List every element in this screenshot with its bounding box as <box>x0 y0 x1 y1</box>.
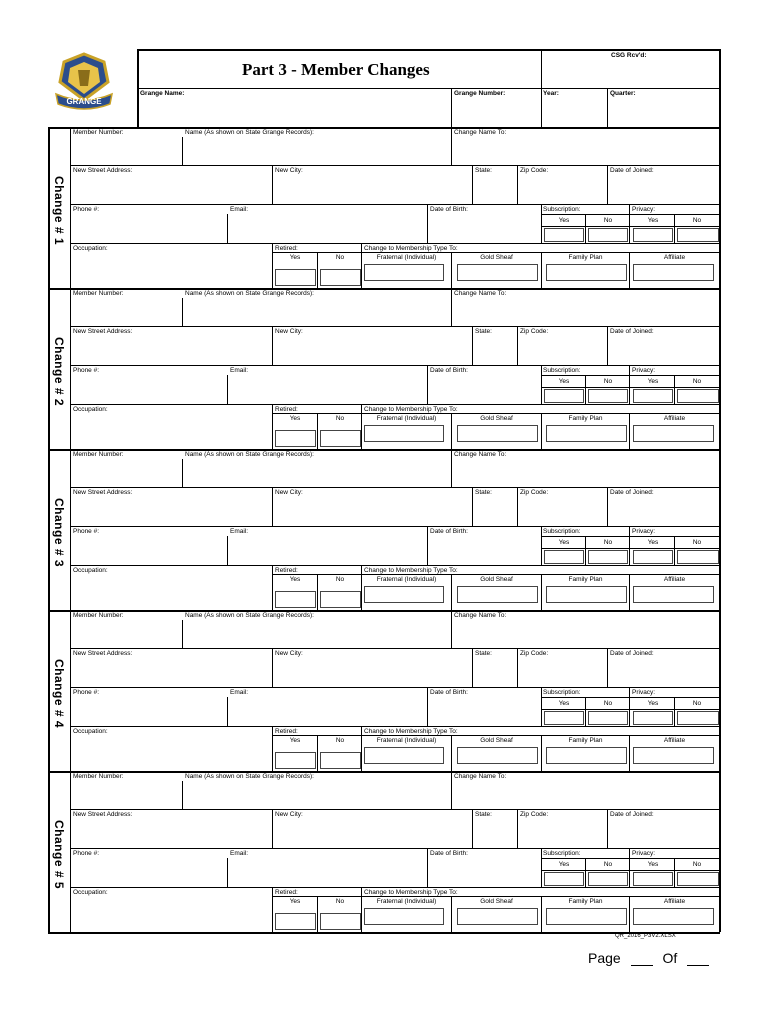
logo-text: GRANGE <box>66 97 102 106</box>
email-field-3[interactable] <box>230 537 425 563</box>
retired-yes-checkbox-3[interactable] <box>275 591 316 608</box>
zip-code-label: Zip Code: <box>520 328 549 335</box>
new-street-address-label: New Street Address: <box>73 328 133 335</box>
state-label: State: <box>475 811 492 818</box>
section-label-4: Change # 4 <box>52 658 66 728</box>
subscription-yes-label: Yes <box>558 378 570 385</box>
privacy-no-label: No <box>692 378 702 385</box>
family-plan-checkbox-5[interactable] <box>546 908 627 925</box>
privacy-label: Privacy: <box>632 206 656 213</box>
state-label: State: <box>475 167 492 174</box>
privacy-yes-checkbox-4[interactable] <box>633 711 673 725</box>
name-as-shown-field-3[interactable] <box>185 460 449 486</box>
zip-code-field-1[interactable] <box>520 176 605 202</box>
csg-rcvd-label: CSG Rcv'd: <box>611 52 647 59</box>
family-plan-checkbox-3[interactable] <box>546 586 627 603</box>
privacy-no-checkbox-2[interactable] <box>677 389 719 403</box>
affiliate-label: Affiliate <box>663 254 686 261</box>
date-of-birth-field-1[interactable] <box>430 215 539 241</box>
retired-yes-checkbox-5[interactable] <box>275 913 316 930</box>
quarter-label: Quarter: <box>610 90 636 97</box>
phone-label: Phone #: <box>73 689 100 696</box>
gold-sheaf-label: Gold Sheaf <box>480 254 513 261</box>
affiliate-checkbox-4[interactable] <box>633 747 714 764</box>
section-label-3: Change # 3 <box>52 497 66 567</box>
privacy-no-checkbox-4[interactable] <box>677 711 719 725</box>
privacy-no-label: No <box>692 861 702 868</box>
name-as-shown-field-1[interactable] <box>185 138 449 164</box>
date-of-birth-field-3[interactable] <box>430 537 539 563</box>
occupation-label: Occupation: <box>73 567 108 574</box>
phone-label: Phone #: <box>73 528 100 535</box>
gold-sheaf-label: Gold Sheaf <box>480 576 513 583</box>
date-joined-field-5[interactable] <box>610 820 718 846</box>
new-street-address-field-5[interactable] <box>73 820 270 846</box>
fraternal-checkbox-1[interactable] <box>364 264 444 281</box>
change-name-to-field-1[interactable] <box>454 138 718 164</box>
subscription-no-label: No <box>603 861 613 868</box>
privacy-no-checkbox-3[interactable] <box>677 550 719 564</box>
new-street-address-field-3[interactable] <box>73 498 270 524</box>
state-label: State: <box>475 650 492 657</box>
phone-label: Phone #: <box>73 206 100 213</box>
new-street-address-label: New Street Address: <box>73 167 133 174</box>
fraternal-checkbox-4[interactable] <box>364 747 444 764</box>
member-number-field-3[interactable] <box>73 460 180 486</box>
date-joined-label: Date of Joined: <box>610 167 654 174</box>
member-number-field-5[interactable] <box>73 782 180 808</box>
affiliate-checkbox-1[interactable] <box>633 264 714 281</box>
privacy-yes-label: Yes <box>647 378 659 385</box>
new-city-field-5[interactable] <box>275 820 470 846</box>
page-total-field[interactable] <box>687 951 709 966</box>
privacy-yes-label: Yes <box>647 217 659 224</box>
form-id: QR_2016_P3V2.XLSX <box>615 933 676 939</box>
state-field-2[interactable] <box>475 337 515 363</box>
retired-label: Retired: <box>275 406 298 413</box>
member-number-field-1[interactable] <box>73 138 180 164</box>
date-joined-field-3[interactable] <box>610 498 718 524</box>
privacy-label: Privacy: <box>632 850 656 857</box>
grange-number-label: Grange Number: <box>454 90 506 97</box>
state-field-3[interactable] <box>475 498 515 524</box>
retired-label: Retired: <box>275 889 298 896</box>
privacy-label: Privacy: <box>632 367 656 374</box>
retired-yes-checkbox-1[interactable] <box>275 269 316 286</box>
date-joined-label: Date of Joined: <box>610 328 654 335</box>
new-street-address-field-2[interactable] <box>73 337 270 363</box>
member-number-field-4[interactable] <box>73 621 180 647</box>
retired-no-label: No <box>335 576 345 583</box>
zip-code-label: Zip Code: <box>520 650 549 657</box>
subscription-no-checkbox-5[interactable] <box>588 872 628 886</box>
affiliate-label: Affiliate <box>663 576 686 583</box>
affiliate-checkbox-5[interactable] <box>633 908 714 925</box>
date-of-birth-label: Date of Birth: <box>430 850 468 857</box>
fraternal-label: Fraternal (Individual) <box>376 737 437 744</box>
subscription-yes-label: Yes <box>558 539 570 546</box>
retired-yes-label: Yes <box>289 737 301 744</box>
retired-label: Retired: <box>275 245 298 252</box>
member-number-label: Member Number: <box>73 612 124 619</box>
new-street-address-field-4[interactable] <box>73 659 270 685</box>
change-membership-type-label: Change to Membership Type To: <box>364 406 458 413</box>
affiliate-label: Affiliate <box>663 415 686 422</box>
privacy-label: Privacy: <box>632 689 656 696</box>
date-joined-label: Date of Joined: <box>610 650 654 657</box>
occupation-field-2[interactable] <box>73 415 270 447</box>
family-plan-checkbox-4[interactable] <box>546 747 627 764</box>
gold-sheaf-label: Gold Sheaf <box>480 737 513 744</box>
retired-no-checkbox-3[interactable] <box>320 591 361 608</box>
date-of-birth-field-5[interactable] <box>430 859 539 885</box>
phone-field-3[interactable] <box>73 537 225 563</box>
retired-no-label: No <box>335 898 345 905</box>
name-as-shown-label: Name (As shown on State Grange Records): <box>185 129 314 136</box>
retired-label: Retired: <box>275 567 298 574</box>
subscription-no-checkbox-3[interactable] <box>588 550 628 564</box>
family-plan-label: Family Plan <box>568 898 603 905</box>
phone-field-4[interactable] <box>73 698 225 724</box>
date-of-birth-label: Date of Birth: <box>430 206 468 213</box>
new-street-address-label: New Street Address: <box>73 811 133 818</box>
subscription-no-checkbox-1[interactable] <box>588 228 628 242</box>
zip-code-field-3[interactable] <box>520 498 605 524</box>
retired-no-checkbox-1[interactable] <box>320 269 361 286</box>
subscription-no-checkbox-4[interactable] <box>588 711 628 725</box>
subscription-yes-checkbox-2[interactable] <box>544 389 584 403</box>
occupation-label: Occupation: <box>73 406 108 413</box>
gold-sheaf-checkbox-4[interactable] <box>457 747 538 764</box>
section-label-1: Change # 1 <box>52 175 66 245</box>
phone-field-2[interactable] <box>73 376 225 402</box>
email-field-4[interactable] <box>230 698 425 724</box>
new-city-label: New City: <box>275 811 303 818</box>
phone-label: Phone #: <box>73 850 100 857</box>
date-of-birth-label: Date of Birth: <box>430 367 468 374</box>
fraternal-label: Fraternal (Individual) <box>376 898 437 905</box>
change-name-to-label: Change Name To: <box>454 773 507 780</box>
change-name-to-label: Change Name To: <box>454 129 507 136</box>
date-joined-label: Date of Joined: <box>610 489 654 496</box>
zip-code-field-4[interactable] <box>520 659 605 685</box>
family-plan-checkbox-2[interactable] <box>546 425 627 442</box>
subscription-no-label: No <box>603 378 613 385</box>
occupation-field-4[interactable] <box>73 737 270 769</box>
retired-no-checkbox-5[interactable] <box>320 913 361 930</box>
email-field-2[interactable] <box>230 376 425 402</box>
subscription-label: Subscription: <box>543 206 581 213</box>
state-label: State: <box>475 489 492 496</box>
subscription-yes-checkbox-3[interactable] <box>544 550 584 564</box>
change-membership-type-label: Change to Membership Type To: <box>364 245 458 252</box>
retired-yes-checkbox-2[interactable] <box>275 430 316 447</box>
new-city-label: New City: <box>275 167 303 174</box>
member-number-label: Member Number: <box>73 773 124 780</box>
retired-no-label: No <box>335 254 345 261</box>
date-of-birth-field-4[interactable] <box>430 698 539 724</box>
fraternal-checkbox-2[interactable] <box>364 425 444 442</box>
new-city-field-2[interactable] <box>275 337 470 363</box>
gold-sheaf-checkbox-2[interactable] <box>457 425 538 442</box>
date-of-birth-label: Date of Birth: <box>430 528 468 535</box>
change-name-to-label: Change Name To: <box>454 290 507 297</box>
member-number-field-2[interactable] <box>73 299 180 325</box>
privacy-no-label: No <box>692 217 702 224</box>
retired-yes-label: Yes <box>289 898 301 905</box>
privacy-yes-checkbox-1[interactable] <box>633 228 673 242</box>
date-of-birth-label: Date of Birth: <box>430 689 468 696</box>
year-label: Year: <box>543 90 559 97</box>
retired-no-label: No <box>335 737 345 744</box>
page-label: Page <box>588 950 621 966</box>
privacy-no-checkbox-1[interactable] <box>677 228 719 242</box>
occupation-field-5[interactable] <box>73 898 270 930</box>
name-as-shown-label: Name (As shown on State Grange Records): <box>185 612 314 619</box>
date-joined-label: Date of Joined: <box>610 811 654 818</box>
retired-no-label: No <box>335 415 345 422</box>
zip-code-label: Zip Code: <box>520 811 549 818</box>
name-as-shown-field-5[interactable] <box>185 782 449 808</box>
retired-yes-checkbox-4[interactable] <box>275 752 316 769</box>
state-label: State: <box>475 328 492 335</box>
subscription-yes-label: Yes <box>558 861 570 868</box>
email-label: Email: <box>230 206 249 213</box>
member-number-label: Member Number: <box>73 290 124 297</box>
change-name-to-field-4[interactable] <box>454 621 718 647</box>
zip-code-label: Zip Code: <box>520 489 549 496</box>
retired-yes-label: Yes <box>289 415 301 422</box>
new-street-address-label: New Street Address: <box>73 489 133 496</box>
gold-sheaf-label: Gold Sheaf <box>480 415 513 422</box>
grange-name-label: Grange Name: <box>140 90 185 97</box>
state-field-5[interactable] <box>475 820 515 846</box>
subscription-label: Subscription: <box>543 850 581 857</box>
gold-sheaf-checkbox-5[interactable] <box>457 908 538 925</box>
gold-sheaf-checkbox-3[interactable] <box>457 586 538 603</box>
privacy-yes-checkbox-2[interactable] <box>633 389 673 403</box>
subscription-no-checkbox-2[interactable] <box>588 389 628 403</box>
occupation-label: Occupation: <box>73 728 108 735</box>
privacy-yes-label: Yes <box>647 539 659 546</box>
new-city-field-4[interactable] <box>275 659 470 685</box>
subscription-yes-checkbox-5[interactable] <box>544 872 584 886</box>
name-as-shown-field-2[interactable] <box>185 299 449 325</box>
occupation-label: Occupation: <box>73 245 108 252</box>
page-number-field[interactable] <box>631 951 653 966</box>
new-city-label: New City: <box>275 650 303 657</box>
state-field-1[interactable] <box>475 176 515 202</box>
grange-logo <box>52 52 116 114</box>
section-label-5: Change # 5 <box>52 819 66 889</box>
retired-no-checkbox-2[interactable] <box>320 430 361 447</box>
member-number-label: Member Number: <box>73 451 124 458</box>
subscription-yes-label: Yes <box>558 700 570 707</box>
fraternal-label: Fraternal (Individual) <box>376 415 437 422</box>
change-name-to-label: Change Name To: <box>454 612 507 619</box>
subscription-no-label: No <box>603 217 613 224</box>
retired-no-checkbox-4[interactable] <box>320 752 361 769</box>
change-membership-type-label: Change to Membership Type To: <box>364 567 458 574</box>
family-plan-label: Family Plan <box>568 254 603 261</box>
occupation-label: Occupation: <box>73 889 108 896</box>
occupation-field-3[interactable] <box>73 576 270 608</box>
email-label: Email: <box>230 528 249 535</box>
family-plan-label: Family Plan <box>568 576 603 583</box>
name-as-shown-label: Name (As shown on State Grange Records): <box>185 290 314 297</box>
email-field-5[interactable] <box>230 859 425 885</box>
affiliate-label: Affiliate <box>663 898 686 905</box>
phone-field-1[interactable] <box>73 215 225 241</box>
fraternal-label: Fraternal (Individual) <box>376 254 437 261</box>
fraternal-label: Fraternal (Individual) <box>376 576 437 583</box>
affiliate-label: Affiliate <box>663 737 686 744</box>
retired-label: Retired: <box>275 728 298 735</box>
change-membership-type-label: Change to Membership Type To: <box>364 728 458 735</box>
family-plan-label: Family Plan <box>568 415 603 422</box>
zip-code-field-5[interactable] <box>520 820 605 846</box>
new-street-address-label: New Street Address: <box>73 650 133 657</box>
gold-sheaf-checkbox-1[interactable] <box>457 264 538 281</box>
privacy-no-label: No <box>692 539 702 546</box>
privacy-yes-label: Yes <box>647 700 659 707</box>
privacy-yes-checkbox-3[interactable] <box>633 550 673 564</box>
change-name-to-field-5[interactable] <box>454 782 718 808</box>
occupation-field-1[interactable] <box>73 254 270 286</box>
subscription-label: Subscription: <box>543 689 581 696</box>
new-city-label: New City: <box>275 489 303 496</box>
privacy-yes-label: Yes <box>647 861 659 868</box>
email-label: Email: <box>230 850 249 857</box>
new-city-field-3[interactable] <box>275 498 470 524</box>
name-as-shown-label: Name (As shown on State Grange Records): <box>185 773 314 780</box>
affiliate-checkbox-3[interactable] <box>633 586 714 603</box>
email-label: Email: <box>230 367 249 374</box>
family-plan-checkbox-1[interactable] <box>546 264 627 281</box>
date-joined-field-1[interactable] <box>610 176 718 202</box>
privacy-no-label: No <box>692 700 702 707</box>
email-label: Email: <box>230 689 249 696</box>
retired-yes-label: Yes <box>289 576 301 583</box>
privacy-no-checkbox-5[interactable] <box>677 872 719 886</box>
new-city-field-1[interactable] <box>275 176 470 202</box>
privacy-label: Privacy: <box>632 528 656 535</box>
subscription-yes-checkbox-1[interactable] <box>544 228 584 242</box>
change-name-to-field-2[interactable] <box>454 299 718 325</box>
of-label: Of <box>662 950 678 966</box>
zip-code-label: Zip Code: <box>520 167 549 174</box>
date-joined-field-4[interactable] <box>610 659 718 685</box>
member-number-label: Member Number: <box>73 129 124 136</box>
state-field-4[interactable] <box>475 659 515 685</box>
change-name-to-field-3[interactable] <box>454 460 718 486</box>
section-label-2: Change # 2 <box>52 336 66 406</box>
name-as-shown-field-4[interactable] <box>185 621 449 647</box>
subscription-label: Subscription: <box>543 528 581 535</box>
gold-sheaf-label: Gold Sheaf <box>480 898 513 905</box>
affiliate-checkbox-2[interactable] <box>633 425 714 442</box>
date-of-birth-field-2[interactable] <box>430 376 539 402</box>
phone-field-5[interactable] <box>73 859 225 885</box>
page-counter <box>588 950 709 966</box>
new-city-label: New City: <box>275 328 303 335</box>
phone-label: Phone #: <box>73 367 100 374</box>
subscription-no-label: No <box>603 700 613 707</box>
name-as-shown-label: Name (As shown on State Grange Records): <box>185 451 314 458</box>
family-plan-label: Family Plan <box>568 737 603 744</box>
privacy-yes-checkbox-5[interactable] <box>633 872 673 886</box>
date-joined-field-2[interactable] <box>610 337 718 363</box>
subscription-yes-checkbox-4[interactable] <box>544 711 584 725</box>
subscription-label: Subscription: <box>543 367 581 374</box>
change-membership-type-label: Change to Membership Type To: <box>364 889 458 896</box>
zip-code-field-2[interactable] <box>520 337 605 363</box>
retired-yes-label: Yes <box>289 254 301 261</box>
change-name-to-label: Change Name To: <box>454 451 507 458</box>
subscription-yes-label: Yes <box>558 217 570 224</box>
fraternal-checkbox-5[interactable] <box>364 908 444 925</box>
page-title: Part 3 - Member Changes <box>242 60 430 79</box>
email-field-1[interactable] <box>230 215 425 241</box>
fraternal-checkbox-3[interactable] <box>364 586 444 603</box>
subscription-no-label: No <box>603 539 613 546</box>
new-street-address-field-1[interactable] <box>73 176 270 202</box>
